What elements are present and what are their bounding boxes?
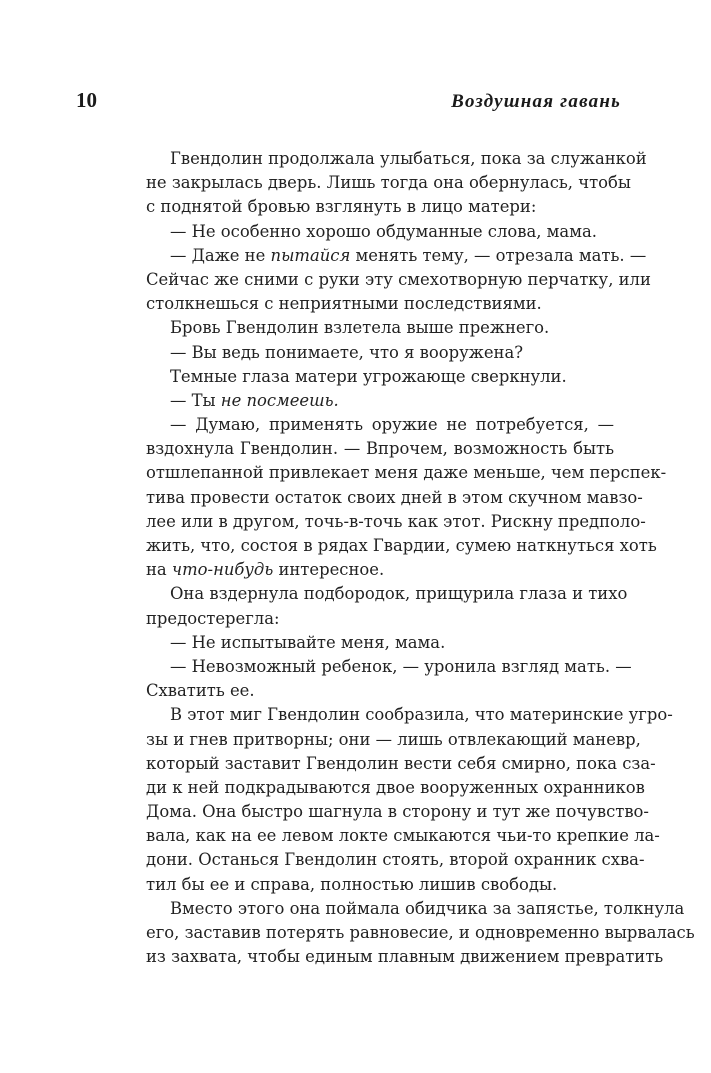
text-line: Вместо этого она поймала обидчика за запястье, толкнула xyxy=(170,898,685,918)
text-line: с поднятой бровью взглянуть в лицо матери: xyxy=(146,197,537,217)
text-line: Бровь Гвендолин взлетела выше прежнего. xyxy=(170,318,550,338)
text-run: — Даже не xyxy=(170,245,271,265)
body-text xyxy=(146,147,695,969)
text-line: Дома. Она быстро шагнула в сторону и тут же почувство- xyxy=(146,802,649,822)
text-line: его, заставив потерять равновесие, и одновременно вырвалась xyxy=(146,923,695,942)
text-line: столкнешься с неприятными последствиями. xyxy=(146,294,542,314)
text-line: — Не особенно хорошо обдуманные слова, мама. xyxy=(170,221,597,241)
italic-text: не посмеешь. xyxy=(220,390,339,410)
page-header xyxy=(76,88,621,114)
text-line: В этот миг Гвендолин сообразила, что материнские угро- xyxy=(170,705,673,725)
italic-text: пытайся xyxy=(270,245,351,265)
text-line: дони. Останься Гвендолин стоять, второй охранник схва- xyxy=(146,850,645,870)
page-number: 10 xyxy=(76,88,97,112)
text-line: — Думаю, применять оружие не потребуется, — xyxy=(170,415,614,435)
text-line: лее или в другом, точь-в-точь как этот. Рискну предполо- xyxy=(146,511,646,531)
italic-text: что-нибудь xyxy=(171,560,274,580)
text-line: вала, как на ее левом локте смыкаются чьи-то крепкие ла- xyxy=(146,826,660,846)
text-line: Гвендолин продолжала улыбаться, пока за служанкой xyxy=(170,149,647,168)
text-line: Сейчас же сними с руки эту смехотворную перчатку, или xyxy=(146,269,651,289)
text-run: менять тему, — отрезала мать. — xyxy=(350,245,647,265)
text-line: предостерегла: xyxy=(146,608,280,628)
text-line xyxy=(146,244,647,268)
text-line: жить, что, состоя в рядах Гвардии, сумею наткнуться хоть xyxy=(146,536,657,555)
text-run: на xyxy=(146,560,172,580)
text-line: — Невозможный ребенок, — уронила взгляд мать. — xyxy=(170,656,632,676)
text-line xyxy=(146,389,614,413)
running-title: Воздушная гавань xyxy=(451,91,621,112)
text-line: Темные глаза матери угрожающе сверкнули. xyxy=(170,366,567,386)
text-run: — Ты xyxy=(170,390,221,410)
text-line: который заставит Гвендолин вести себя смирно, пока сза- xyxy=(146,753,656,773)
text-line: тива провести остаток своих дней в этом скучном мавзо- xyxy=(146,487,643,507)
text-line: — Вы ведь понимаете, что я вооружена? xyxy=(170,342,523,362)
text-line: вздохнула Гвендолин. — Впрочем, возможность быть xyxy=(146,439,614,459)
text-line: не закрылась дверь. Лишь тогда она обернулась, чтобы xyxy=(146,173,631,193)
text-line: — Не испытывайте меня, мама. xyxy=(170,632,446,652)
text-run: интересное. xyxy=(273,560,385,580)
text-line: зы и гнев притворны; они — лишь отвлекающий маневр, xyxy=(146,729,641,749)
text-line xyxy=(146,558,614,582)
text-line: отшлепанной привлекает меня даже меньше, чем перспек- xyxy=(146,463,667,483)
text-line: ди к ней подкрадываются двое вооруженных охранников xyxy=(146,777,645,797)
text-line: из захвата, чтобы единым плавным движением превратить xyxy=(146,947,664,967)
text-line: Она вздернула подбородок, прищурила глаза и тихо xyxy=(170,584,628,604)
text-line: тил бы ее и справа, полностью лишив свободы. xyxy=(146,874,558,894)
text-line: Схватить ее. xyxy=(146,681,255,701)
